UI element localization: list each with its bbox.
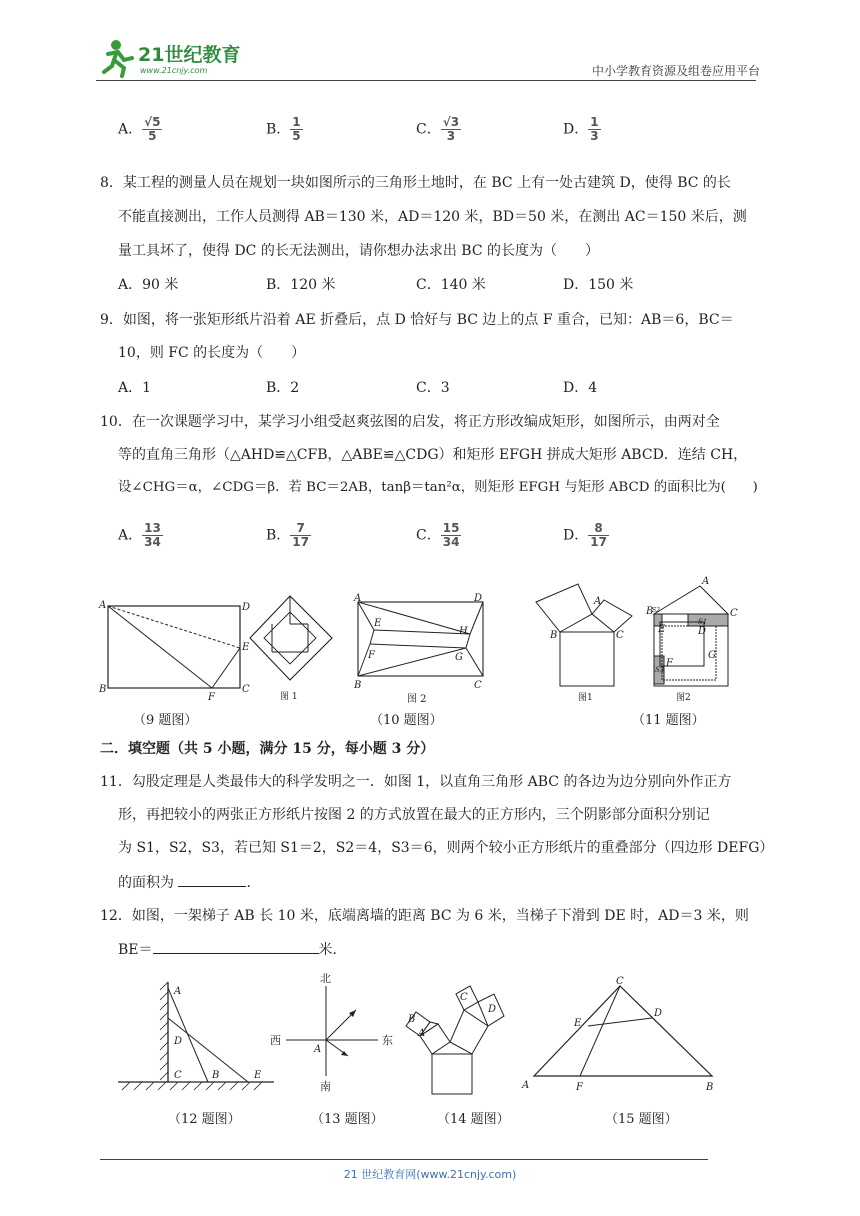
q9-line-1: 9．如图，将一张矩形纸片沿着 AE 折叠后，点 D 恰好与 BC 边上的点 F 重合，已知：AB＝6，BC＝ <box>100 312 734 328</box>
figure-q9 <box>96 594 256 704</box>
svg-text:F: F <box>368 650 375 661</box>
svg-text:C: C <box>242 684 250 695</box>
figure-q12 <box>116 978 276 1094</box>
figure-q14 <box>398 980 518 1098</box>
svg-text:B: B <box>408 1014 416 1025</box>
q11-line-4: 的面积为 ． <box>118 872 260 893</box>
svg-text:G: G <box>708 650 716 661</box>
logo-url: www.21cnjy.com <box>140 66 208 75</box>
q12-line-1: 12．如图，一架梯子 AB 长 10 米，底端离墙的距离 BC 为 6 米，当梯子下滑到 DE 时，AD＝3 米，则 <box>100 908 749 924</box>
svg-text:S2: S2 <box>652 607 660 614</box>
svg-text:A: A <box>522 1080 530 1091</box>
svg-text:B: B <box>646 606 654 617</box>
svg-text:C: C <box>730 608 738 619</box>
q7-option-d: D． $\frac{1}{3}$ <box>563 115 599 143</box>
figure-q11-2 <box>642 576 742 706</box>
caption-q15: （15 题图） <box>605 1112 678 1127</box>
svg-text:C: C <box>174 1070 182 1081</box>
caption-q12: （12 题图） <box>168 1112 241 1127</box>
q8-line-2: 不能直接测出，工作人员测得 AB＝130 米，AD＝120 米，BD＝50 米，在测出 AC＝150 米后，测 <box>118 209 747 225</box>
svg-text:D: D <box>488 1004 497 1015</box>
q8-option-d: D．150 米 <box>563 277 634 293</box>
svg-text:D: D <box>174 1036 183 1047</box>
svg-text:G: G <box>455 652 463 663</box>
svg-text:E: E <box>374 618 382 629</box>
q7-option-c: C． $\frac{√3}{3}$ <box>416 115 460 143</box>
q10-line-2: 等的直角三角形（△AHD≌△CFB，△ABE≌△CDG）和矩形 EFGH 拼成大矩形 ABCD．连结 CH， <box>118 447 748 463</box>
q10-option-c: C． $\frac{15}{34}$ <box>416 521 460 549</box>
svg-text:C: C <box>616 976 624 987</box>
q9-option-a: A．1 <box>118 380 152 396</box>
q12-line-2: BE＝ 米． <box>118 939 347 960</box>
svg-text:H: H <box>459 626 468 637</box>
runner-icon <box>104 40 132 76</box>
q12-answer-blank[interactable] <box>153 939 319 954</box>
svg-text:C: C <box>460 992 468 1003</box>
svg-text:A: A <box>314 1044 322 1055</box>
svg-text:C: C <box>474 680 482 691</box>
svg-text:A: A <box>354 593 362 604</box>
svg-text:F: F <box>576 1082 583 1093</box>
svg-text:B: B <box>212 1070 220 1081</box>
caption-q10: （10 题图） <box>370 713 443 728</box>
q8-option-b: B．120 米 <box>266 277 336 293</box>
svg-text:F: F <box>666 658 673 669</box>
svg-text:D: D <box>474 593 483 604</box>
svg-text:西: 西 <box>270 1034 281 1047</box>
figure-q11-1 <box>530 570 650 706</box>
caption-q13: （13 题图） <box>311 1112 384 1127</box>
svg-text:E: E <box>658 624 666 635</box>
svg-text:D: D <box>242 602 251 613</box>
footer-divider <box>100 1159 708 1160</box>
q10-line-1: 10．在一次课题学习中，某学习小组受赵爽弦图的启发，将正方形改编成矩形，如图所示，由两对全 <box>100 414 720 430</box>
footer-text: 21 世纪教育网(www.21cnjy.com) <box>343 1168 517 1181</box>
q9-option-b: B．2 <box>266 380 300 396</box>
svg-text:S3: S3 <box>655 666 665 674</box>
svg-text:S1: S1 <box>698 618 708 626</box>
q10-option-a: A． $\frac{13}{34}$ <box>118 521 161 549</box>
q7-option-a: A． $\frac{√5}{5}$ <box>118 115 161 143</box>
figure-q10-2 <box>348 592 493 692</box>
logo-title: 21世纪教育 <box>138 44 241 66</box>
svg-text:E: E <box>574 1018 582 1029</box>
svg-text:图2: 图2 <box>676 693 691 703</box>
q9-line-2: 10，则 FC 的长度为（ ） <box>118 345 306 361</box>
q8-option-a: A．90 米 <box>118 277 179 293</box>
svg-text:南: 南 <box>320 1080 331 1093</box>
header-divider <box>96 80 756 81</box>
svg-text:A: A <box>99 600 107 611</box>
platform-title: 中小学教育资源及组卷应用平台 <box>591 64 760 78</box>
q11-line-1: 11．勾股定理是人类最伟大的科学发明之一．如图 1，以直角三角形 ABC 的各边为边分别向外作正方 <box>100 774 732 790</box>
figure-q10-2-label: 图 2 <box>407 694 427 705</box>
svg-text:B: B <box>550 630 558 641</box>
svg-text:D: D <box>698 626 707 637</box>
caption-q14: （14 题图） <box>437 1112 510 1127</box>
figure-q10-1 <box>248 594 338 704</box>
q10-line-3: 设∠CHG＝α，∠CDG＝β．若 BC＝2AB，tanβ＝tan²α，则矩形 EFGH 与矩形 ABCD 的面积比为( ) <box>118 480 758 495</box>
svg-text:北: 北 <box>320 972 331 985</box>
q7-option-b: B． $\frac{1}{5}$ <box>266 115 301 143</box>
caption-q9: （9 题图） <box>133 713 198 728</box>
svg-text:A: A <box>418 1028 426 1039</box>
svg-text:A: A <box>594 596 602 607</box>
q10-option-d: D． $\frac{8}{17}$ <box>563 521 607 549</box>
svg-text:图1: 图1 <box>578 693 593 703</box>
svg-text:B: B <box>99 684 107 695</box>
q8-line-1: 8．某工程的测量人员在规划一块如图所示的三角形土地时，在 BC 上有一处古建筑 D，使得 BC 的长 <box>100 175 731 191</box>
svg-text:D: D <box>654 1008 663 1019</box>
svg-text:F: F <box>208 692 215 703</box>
figure-q13 <box>268 968 408 1100</box>
q9-option-d: D．4 <box>563 380 598 396</box>
q11-answer-blank[interactable] <box>178 872 246 887</box>
svg-text:B: B <box>354 680 362 691</box>
q8-line-3: 量工具坏了，使得 DC 的长无法测出，请你想办法求出 BC 的长度为（ ） <box>118 243 599 259</box>
q11-line-3: 为 S1，S2，S3，若已知 S1＝2，S2＝4，S3＝6，则两个较小正方形纸片的重叠部分（四边形 DEFG） <box>118 840 774 856</box>
section-fill-in-title: 二．填空题（共 5 小题，满分 15 分，每小题 3 分） <box>100 741 435 757</box>
site-logo <box>96 36 266 78</box>
caption-q11: （11 题图） <box>632 713 705 728</box>
q10-option-b: B． $\frac{7}{17}$ <box>266 521 309 549</box>
q8-option-c: C．140 米 <box>416 277 486 293</box>
svg-text:东: 东 <box>382 1034 393 1047</box>
svg-text:E: E <box>254 1070 262 1081</box>
svg-text:E: E <box>242 642 250 653</box>
svg-text:B: B <box>706 1082 714 1093</box>
svg-text:A: A <box>174 986 182 997</box>
q11-line-2: 形，再把较小的两张正方形纸片按图 2 的方式放置在最大的正方形内，三个阴影部分面积分别记 <box>118 807 710 823</box>
svg-text:图 1: 图 1 <box>280 692 298 702</box>
svg-text:C: C <box>616 630 624 641</box>
figure-q15 <box>516 974 720 1096</box>
q9-option-c: C．3 <box>416 380 450 396</box>
svg-text:A: A <box>702 576 710 587</box>
